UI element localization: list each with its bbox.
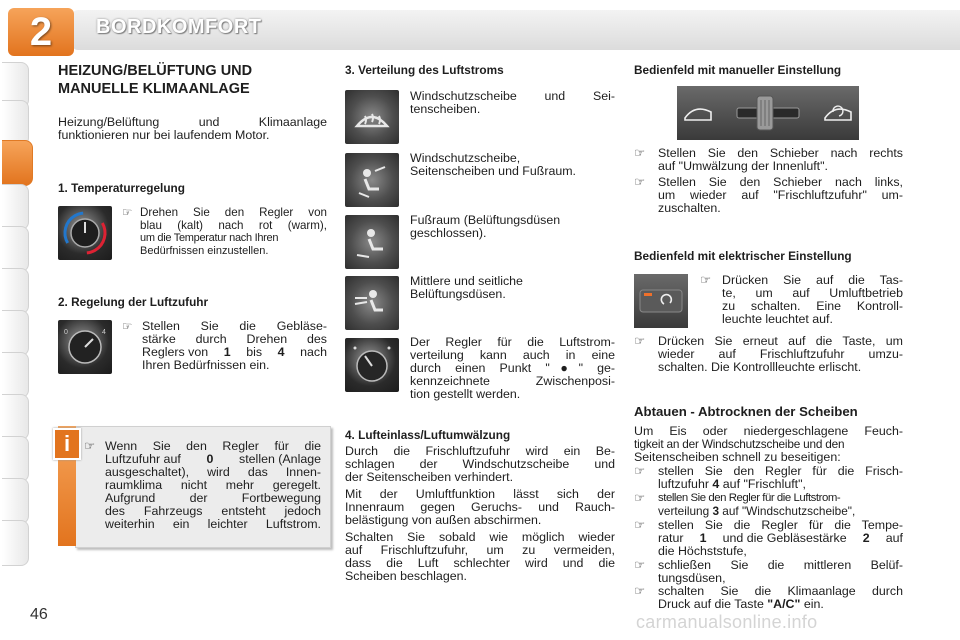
mode3-text-2: geschlossen). (410, 226, 487, 240)
elec-1-line2: te, um auf Umluftbetrieb (722, 286, 903, 300)
info-text-1: Wenn Sie den Regler für die (105, 439, 321, 453)
fan-text-1: Stellen Sie die Gebläse- (142, 319, 327, 333)
temp-text-2: blau (kalt) nach rot (warm), (140, 219, 327, 232)
bullet-icon: ☞ (84, 439, 96, 453)
bullet-icon: ☞ (634, 464, 646, 478)
manual-2-line1: Stellen Sie den Schieber nach links, (658, 175, 903, 189)
mode5-text-3: durch einen Punkt "●" ge- (410, 361, 615, 375)
fan-knob-icon (58, 320, 112, 374)
s2c: auf "Windschutzscheibe", (722, 504, 856, 518)
info-text-2c: stellen (Anlage (239, 452, 321, 466)
fan-text-3c: bis (246, 345, 263, 359)
defrost-step2-line2 (658, 505, 855, 519)
p3-line4: Scheiben beschlagen. (345, 569, 467, 583)
p2-line1: Mit der Umluftfunktion lässt sich der (345, 487, 615, 501)
defrost-step2-line1: stellen Sie den Regler für die Luftstrom- (658, 492, 841, 504)
bullet-icon: ☞ (634, 584, 646, 598)
side-tab-7[interactable] (2, 352, 29, 398)
section-title-line2: MANUELLE KLIMAANLAGE (58, 81, 250, 97)
air-supply-heading: 2. Regelung der Luftzufuhr (58, 295, 209, 309)
distribution-knob-image (345, 338, 399, 392)
electric-panel-heading: Bedienfeld mit elektrischer Einstellung (634, 249, 852, 263)
bullet-icon: ☞ (634, 175, 646, 189)
face-vent-icon (345, 276, 399, 330)
face-vent-mode-image (345, 276, 399, 330)
bullet-icon: ☞ (700, 273, 712, 287)
info-text-4: raumklima nicht mehr geregelt. (105, 478, 321, 492)
side-tab-4[interactable] (2, 226, 29, 272)
side-tab-3[interactable] (2, 184, 29, 230)
bullet-icon: ☞ (634, 146, 646, 160)
info-text-3: ausgeschaltet), wird das Innen- (105, 465, 321, 479)
side-tab-11[interactable] (2, 520, 29, 566)
s5c: ein. (803, 597, 824, 611)
info-text-5: Aufgrund der Fortbewegung (105, 491, 321, 505)
s3-temp: 1 (699, 531, 707, 545)
p1-line3: der Seitenscheiben verhindert. (345, 470, 514, 484)
elec-1-line3: zu schalten. Eine Kontroll- (722, 299, 903, 313)
s3c: und die Gebläsestärke (722, 531, 847, 545)
windscreen-foot-mode-image (345, 153, 399, 207)
distribution-knob-icon (345, 338, 399, 392)
fan-text-3a: Reglers von (142, 345, 209, 359)
p2-line2: Innenraum gegen Geruchs- und Rauch- (345, 500, 615, 514)
bullet-icon: ☞ (634, 491, 646, 505)
temp-text-4: Bedürfnissen einzustellen. (140, 245, 269, 257)
intro-line1: Heizung/Belüftung und Klimaanlage (58, 115, 327, 129)
bullet-icon: ☞ (634, 334, 646, 348)
bullet-icon: ☞ (122, 206, 133, 219)
foot-vent-icon (345, 215, 399, 269)
defrost-step3-line3: die Höchststufe, (658, 544, 747, 558)
defrost-step4-line2: tungsdüsen, (658, 571, 726, 585)
temp-text-3: um die Temperatur nach Ihren (140, 232, 279, 244)
manual-2-line3: zuschalten. (658, 201, 721, 215)
s1a: luftzufuhr (658, 477, 709, 491)
page-number: 46 (30, 606, 48, 623)
temperature-knob-image (58, 206, 112, 260)
defrost-intro-2: tigkeit an der Windschutzscheibe und den (634, 437, 845, 451)
s1c: auf "Frischluft", (722, 477, 806, 491)
fan-level-min: 1 (223, 345, 231, 359)
intro-line2: funktionieren nur bei laufendem Motor. (58, 128, 270, 142)
manual-1-line1: Stellen Sie den Schieber nach rechts (658, 146, 903, 160)
mode5-text-1: Der Regler für die Luftstrom- (410, 335, 615, 349)
defrost-intro-1: Um Eis oder niedergeschlagene Feuch- (634, 424, 903, 438)
temp-text-1: Drehen Sie den Regler von (140, 206, 327, 219)
info-text-2a: Luftzufuhr auf (105, 452, 181, 466)
distribution-heading: 3. Verteilung des Luftstroms (345, 63, 504, 77)
svg-text:4: 4 (102, 329, 106, 336)
mode4-text-1: Mittlere und seitliche (410, 274, 523, 288)
mode5-text-5: tion gestellt werden. (410, 387, 521, 401)
svg-text:0: 0 (64, 329, 68, 336)
side-tab-6[interactable] (2, 310, 29, 356)
s3a: ratur (658, 531, 684, 545)
recirculation-heading: 4. Lufteinlass/Luftumwälzung (345, 428, 511, 442)
s1-level: 4 (712, 477, 720, 491)
p1-line2: schlagen der Windschutzscheibe und (345, 457, 615, 471)
manual-slider-image (677, 86, 859, 140)
defrost-step5-line1: schalten Sie die Klimaanlage durch (658, 584, 903, 598)
mode2-text-1: Windschutzscheibe, (410, 151, 521, 165)
defrost-step1-line2 (658, 478, 806, 492)
elec-1-line4: leuchte leuchtet auf. (722, 312, 833, 326)
p2-line3: belästigung von außen abschirmen. (345, 513, 542, 527)
mode1-text-1: Windschutzscheibe und Sei- (410, 89, 615, 103)
mode4-text-2: Belüftungsdüsen. (410, 287, 506, 301)
windscreen-defrost-icon (345, 90, 399, 144)
chapter-title: BORDKOMFORT (96, 16, 262, 38)
watermark: carmanualsonline.info (636, 612, 818, 632)
mode1-text-2: tenscheiben. (410, 102, 481, 116)
mode5-text-2: verteilung kann auch in eine (410, 348, 615, 362)
windscreen-mode-image (345, 90, 399, 144)
chapter-number: 2 (29, 10, 53, 54)
defrost-step4-line1: schließen Sie die mittleren Belüf- (658, 558, 903, 572)
fan-text-4: Ihren Bedürfnissen ein. (142, 358, 270, 372)
recirculation-button-icon (634, 274, 688, 328)
p1-line1: Durch die Frischluftzufuhr wird ein Be- (345, 444, 615, 458)
elec-1-line1: Drücken Sie auf die Tas- (722, 273, 903, 287)
windscreen-foot-icon (345, 153, 399, 207)
section-title-line1: HEIZUNG/BELÜFTUNG UND (58, 63, 253, 79)
side-tab-9[interactable] (2, 436, 29, 482)
ac-button-label: "A/C" (767, 597, 801, 611)
fan-text-3e: nach (300, 345, 327, 359)
side-tab-active[interactable] (2, 140, 33, 186)
s5a: Druck auf die Taste (658, 597, 764, 611)
p3-line3: dass die Luft schlechter wird und die (345, 556, 615, 570)
mode3-text-1: Fußraum (Belüftungsdüsen (410, 213, 561, 227)
manual-1-line2: auf "Umwälzung der Innenluft". (658, 159, 828, 173)
s2-level: 3 (712, 504, 719, 518)
p3-line2: auf Frischluftzufuhr, um zu vermeiden, (345, 543, 615, 557)
defrost-step1-line1: stellen Sie den Regler für die Frisch- (658, 464, 903, 478)
elec-2-line2: wieder auf Frischluftzufuhr umzu- (658, 347, 903, 361)
defrost-heading: Abtauen - Abtrocknen der Scheiben (634, 404, 858, 419)
foot-mode-image (345, 215, 399, 269)
mode5-text-4: kennzeichnete Zwischenposi- (410, 374, 615, 388)
elec-2-line3: schalten. Die Kontrollleuchte erlischt. (658, 360, 862, 374)
side-tab-8[interactable] (2, 394, 29, 440)
temperature-knob-icon (58, 206, 112, 260)
p3-line1: Schalten Sie sobald wie möglich wieder (345, 530, 615, 544)
info-text-6: des Fahrzeugs entsteht jedoch (105, 504, 321, 518)
info-icon: i (53, 428, 81, 460)
defrost-step5-line2 (658, 598, 824, 612)
elec-2-line1: Drücken Sie erneut auf die Taste, um (658, 334, 903, 348)
bullet-icon: ☞ (634, 518, 646, 532)
manual-2-line2: um wieder auf "Frischluftzufuhr" um- (658, 188, 903, 202)
side-tab-10[interactable] (2, 478, 29, 524)
recirculation-button-image (634, 274, 688, 328)
side-tab-5[interactable] (2, 268, 29, 314)
info-zero: 0 (206, 452, 214, 466)
slider-panel-icon (677, 86, 859, 140)
bullet-icon: ☞ (634, 558, 646, 572)
fan-level-max: 4 (277, 345, 285, 359)
s2a: verteilung (658, 504, 710, 518)
fan-text-2: stärke durch Drehen des (142, 332, 327, 346)
mode2-text-2: Seitenscheiben und Fußraum. (410, 164, 576, 178)
s3e: auf (885, 531, 903, 545)
fan-knob-image (58, 320, 112, 374)
defrost-intro-3: Seitenscheiben schnell zu beseitigen: (634, 450, 841, 464)
temperature-heading: 1. Temperaturregelung (58, 181, 185, 195)
s3-fan: 2 (862, 531, 870, 545)
bullet-icon: ☞ (122, 320, 133, 333)
info-text-7: weiterhin ein leichter Luftstrom. (105, 517, 321, 531)
defrost-step3-line1: stellen Sie die Regler für die Tempe- (658, 518, 903, 532)
manual-panel-heading: Bedienfeld mit manueller Einstellung (634, 63, 842, 77)
